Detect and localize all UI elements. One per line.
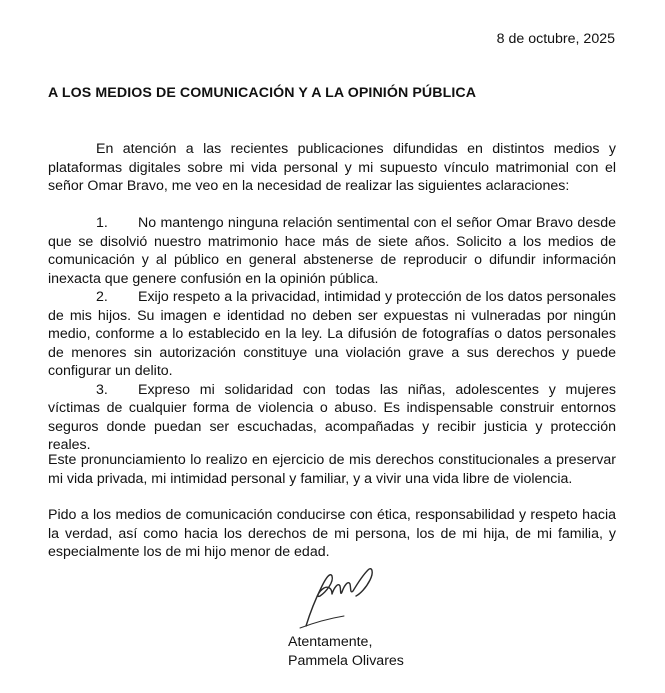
- list-item-text: Expreso mi solidaridad con todas las niñas, adolescentes y mujeres víctimas de cualquier forma de violencia o abuso. Es indispensable construir entornos seguros donde puedan ser escuchadas, acompañadas y recibir justicia y protección reales.: [48, 381, 616, 453]
- letter-date: 8 de octubre, 2025: [496, 31, 615, 47]
- clarifications-list: [48, 214, 616, 455]
- list-item-number: 3.: [96, 381, 108, 398]
- list-item-number: 1.: [96, 215, 108, 231]
- closing-salutation: Atentamente,: [288, 634, 373, 650]
- closing-block: [288, 633, 404, 671]
- list-item: [48, 214, 616, 288]
- signer-name: Pammela Olivares: [288, 653, 404, 669]
- handwritten-signature: [296, 558, 378, 630]
- list-item-text: No mantengo ninguna relación sentimental con el señor Omar Bravo desde que se disolvió nuestro matrimonio hace más de siete años. Solicito a los medios de comunicación y al público en general abstenerse de reproducir o difundir información inexacta que genere confusión en la opinión pública.: [48, 215, 616, 287]
- list-item: [48, 381, 616, 455]
- list-item-number: 2.: [96, 289, 108, 305]
- request-paragraph: Pido a los medios de comunicación conducirse con ética, responsabilidad y respeto hacia la verdad, así como hacia los derechos de mi persona, los de mi hija, de mi familia, y especialmente los de mi hijo menor de edad.: [48, 507, 616, 560]
- statement-paragraph: Este pronunciamiento lo realizo en ejercicio de mis derechos constitucionales a preservar mi vida privada, mi intimidad personal y familiar, y a vivir una vida libre de violencia.: [48, 452, 616, 487]
- list-item: [48, 288, 616, 381]
- signature-stroke: [306, 569, 372, 626]
- letter-heading: A LOS MEDIOS DE COMUNICACIÓN Y A LA OPINIÓN PÚBLICA: [48, 85, 477, 101]
- list-item-text: Exijo respeto a la privacidad, intimidad y protección de los datos personales de mis hijos. Su imagen e identidad no deben ser expuestas ni vulneradas por ningún medio, conforme a lo establecido en la ley. La difusión de fotografías o datos personales de menores sin autorización constituye una violación grave a sus derechos y puede configurar un delito.: [48, 289, 616, 379]
- intro-paragraph: En atención a las recientes publicaciones difundidas en distintos medios y plataformas digitales sobre mi vida personal y mi supuesto vínculo matrimonial con el señor Omar Bravo, me veo en la necesidad de realizar las siguientes aclaraciones:: [48, 141, 616, 194]
